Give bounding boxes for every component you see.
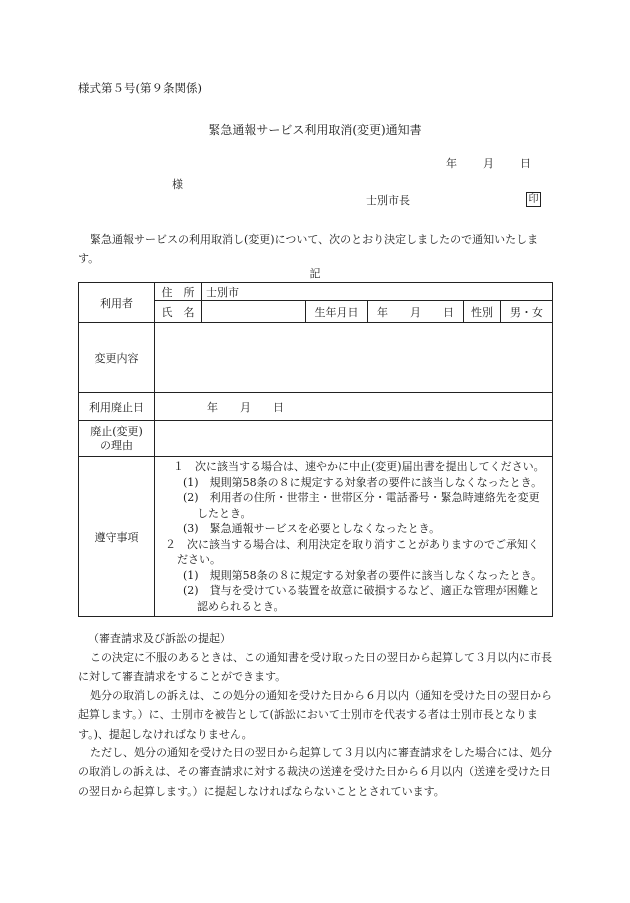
issue-date [446,155,531,171]
reason-value [155,421,553,457]
user-label: 利用者 [79,283,155,323]
rule-2-1: (1) 規則第58条の８に規定する対象者の要件に該当しなくなったとき。 [183,568,543,582]
name-value [202,301,306,323]
appeal-paragraph-1: この決定に不服のあるときは、この通知書を受け取った日の翌日から起算して３月以内に市長に対して審査請求をすることができます。 [78,651,552,684]
seal-mark: 印 [526,192,541,207]
rule-2: ２ 次に該当する場合は、利用決定を取り消すことがありますのでご承知ください。 [165,537,539,566]
intro-text: 緊急通報サービスの利用取消し(変更)について、次のとおり決定しましたので通知いたします。 [78,233,539,265]
document-title: 緊急通報サービス利用取消(変更)通知書 [208,123,422,137]
appeal-heading: （審査請求及び訴訟の提起） [88,632,231,645]
notice-table [78,282,553,617]
end-date-label: 利用廃止日 [79,393,155,421]
appeal-paragraph-3: ただし、処分の通知を受けた日の翌日から起算して３月以内に審査請求をした場合には、処分の取消しの訴えは、その審査請求に対する裁決の送達を受けた日から６月以内（送達を受けた日の翌日から起算します。）に提起しなければならないこととされています。 [78,746,552,798]
rule-2-2: (2) 貸与を受けている装置を故意に破損するなど、適正な管理が困難と認められるとき。 [183,584,540,613]
reason-label [79,421,155,457]
reason-label-line1: 廃止(変更) [90,424,143,438]
appeal-paragraph-2: 処分の取消しの訴えは、この処分の通知を受けた日から６月以内（通知を受けた日の翌日から起算します。）に、士別市を被告として(訴訟において士別市を代表する者は士別市長となります。)、提起しなければなりません。 [78,689,552,741]
addressee: 様 [172,178,183,191]
rules-content [155,457,553,617]
rule-1-3: (3) 緊急通報サービスを必要としなくなったとき。 [183,522,441,535]
change-label: 変更内容 [79,323,155,393]
sex-value: 男・女 [501,301,553,323]
birth-label: 生年月日 [306,301,368,323]
reason-label-line2: の理由 [100,438,133,452]
date-month: 月 [483,157,494,170]
change-value [155,323,553,393]
rules-label: 遵守事項 [79,457,155,617]
name-label: 氏 名 [155,301,202,323]
rule-1-2: (2) 利用者の住所・世帯主・世帯区分・電話番号・緊急時連絡先を変更したとき。 [183,491,540,520]
address-value: 士別市 [202,283,553,301]
address-label: 住 所 [155,283,202,301]
birth-value: 年 月 日 [368,301,464,323]
form-number: 様式第５号(第９条関係) [78,81,202,95]
issuer: 士別市長 [366,194,410,207]
rule-1-1: (1) 規則第58条の８に規定する対象者の要件に該当しなくなったとき。 [183,475,543,489]
rule-1: １ 次に該当する場合は、速やかに中止(変更)届出書を提出してください。 [173,460,545,473]
sex-label: 性別 [464,301,501,323]
ki-heading: 記 [309,267,321,280]
date-year: 年 [446,157,457,170]
end-date-value: 年 月 日 [155,393,553,421]
date-day: 日 [520,157,531,170]
